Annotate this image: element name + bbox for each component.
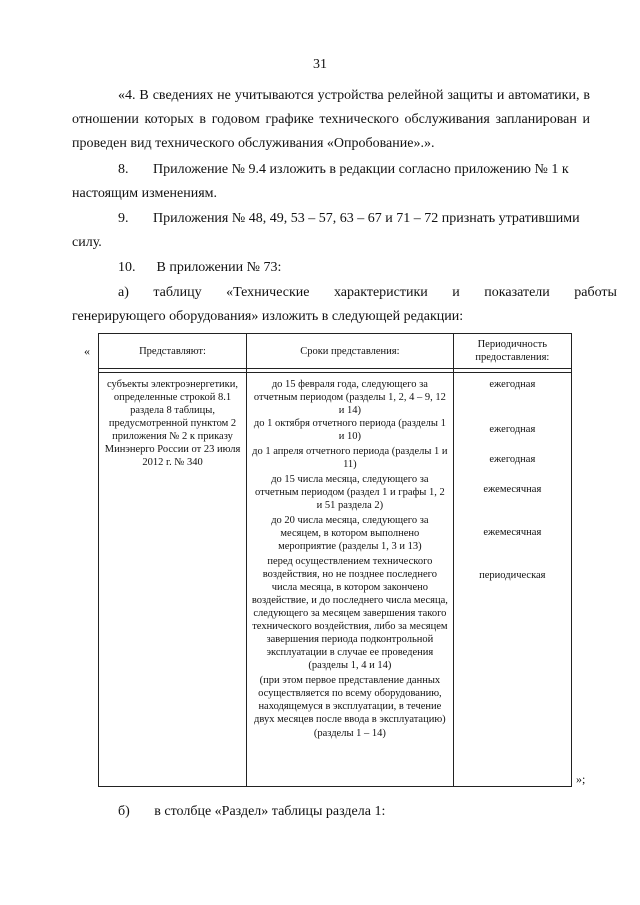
periodicity-item: ежегодная (489, 454, 536, 465)
cell-subject (99, 373, 247, 787)
quote-close: »; (576, 772, 586, 786)
quote-open: « (84, 344, 90, 358)
periodicity-item: ежегодная (489, 424, 536, 435)
text-line: отношении которых в годовом графике технического обслуживания запланирован и (72, 112, 590, 127)
subject-text: субъекты электроэнергетики, определенные строкой 8.1 раздела 8 таблицы, предусмотренной пунктом 2 приложения № 2 к приказу Минэнерго России от 23 июля 2012 г. № 340 (104, 379, 241, 468)
paragraph-item-4 (72, 84, 590, 156)
text-line: генерирующего оборудования» изложить в следующей редакции: (72, 309, 464, 324)
text-line: проведен вид технического обслуживания «Опробование».». (72, 136, 435, 151)
paragraph-item-9 (72, 207, 590, 255)
text-line: силу. (72, 235, 102, 250)
paragraph-item-10 (72, 256, 590, 280)
deadline-item: до 15 числа месяца, следующего за отчетным периодом (раздел 1 и графы 1, 2 и 51 раздела 2) (255, 474, 445, 511)
reporting-table (98, 333, 572, 787)
cell-periodicity (453, 373, 571, 787)
deadline-item: до 1 апреля отчетного периода (разделы 1 и 11) (252, 446, 448, 470)
header-deadlines: Сроки представления: (247, 334, 454, 369)
header-periodicity: Периодичность предоставления: (453, 334, 571, 369)
text-line: б) в столбце «Раздел» таблицы раздела 1: (118, 804, 386, 819)
text-line: 10. В приложении № 73: (118, 260, 282, 275)
periodicity-item: ежегодная (489, 379, 536, 390)
text-line: настоящим изменениям. (72, 186, 218, 201)
paragraph-item-8 (72, 158, 590, 206)
text-line: 8. Приложение № 9.4 изложить в редакции согласно приложению № 1 к (118, 162, 569, 177)
deadline-item: (разделы 1 – 14) (313, 728, 386, 739)
deadline-item: до 20 числа месяца, следующего за месяцем, в котором выполнено мероприятие (разделы 1, 3 и 13) (271, 515, 429, 552)
text-line: а) таблицу «Технические характеристики и показатели работы (118, 285, 617, 300)
deadline-item: (при этом первое представление данных осуществляется по всему оборудованию, находящемуся в эксплуатации, в течение двух месяцев после ввода в эксплуатацию) (254, 675, 446, 725)
periodicity-item: периодическая (479, 570, 546, 581)
header-submitters: Представляют: (99, 334, 247, 369)
table-row (99, 373, 572, 787)
cell-deadlines (247, 373, 454, 787)
paragraph-item-a (72, 281, 617, 329)
table-header-row (99, 334, 572, 369)
paragraph-item-b (72, 800, 590, 824)
text-line: «4. В сведениях не учитываются устройства релейной защиты и автоматики, в (118, 88, 590, 103)
periodicity-item: ежемесячная (483, 527, 542, 538)
page-number: 31 (313, 57, 327, 72)
text-line: 9. Приложения № 48, 49, 53 – 57, 63 – 67 и 71 – 72 признать утратившими (118, 211, 580, 226)
deadline-item: до 1 октября отчетного периода (разделы 1 и 10) (253, 418, 446, 442)
deadline-item: до 15 февраля года, следующего за отчетным периодом (разделы 1, 2, 4 – 9, 12 и 14) (253, 379, 446, 416)
deadline-item: перед осуществлением технического воздействия, но не позднее последнего числа месяца, в котором закончено воздействие, и до последнего числа месяца, следующего за месяцем завершения такого технического воздействия, либо за месяцем завершения периода подконтрольной эксплуатации в случае ее проведения (разделы 1, 4 и 14) (251, 556, 448, 671)
periodicity-item: ежемесячная (483, 484, 542, 495)
